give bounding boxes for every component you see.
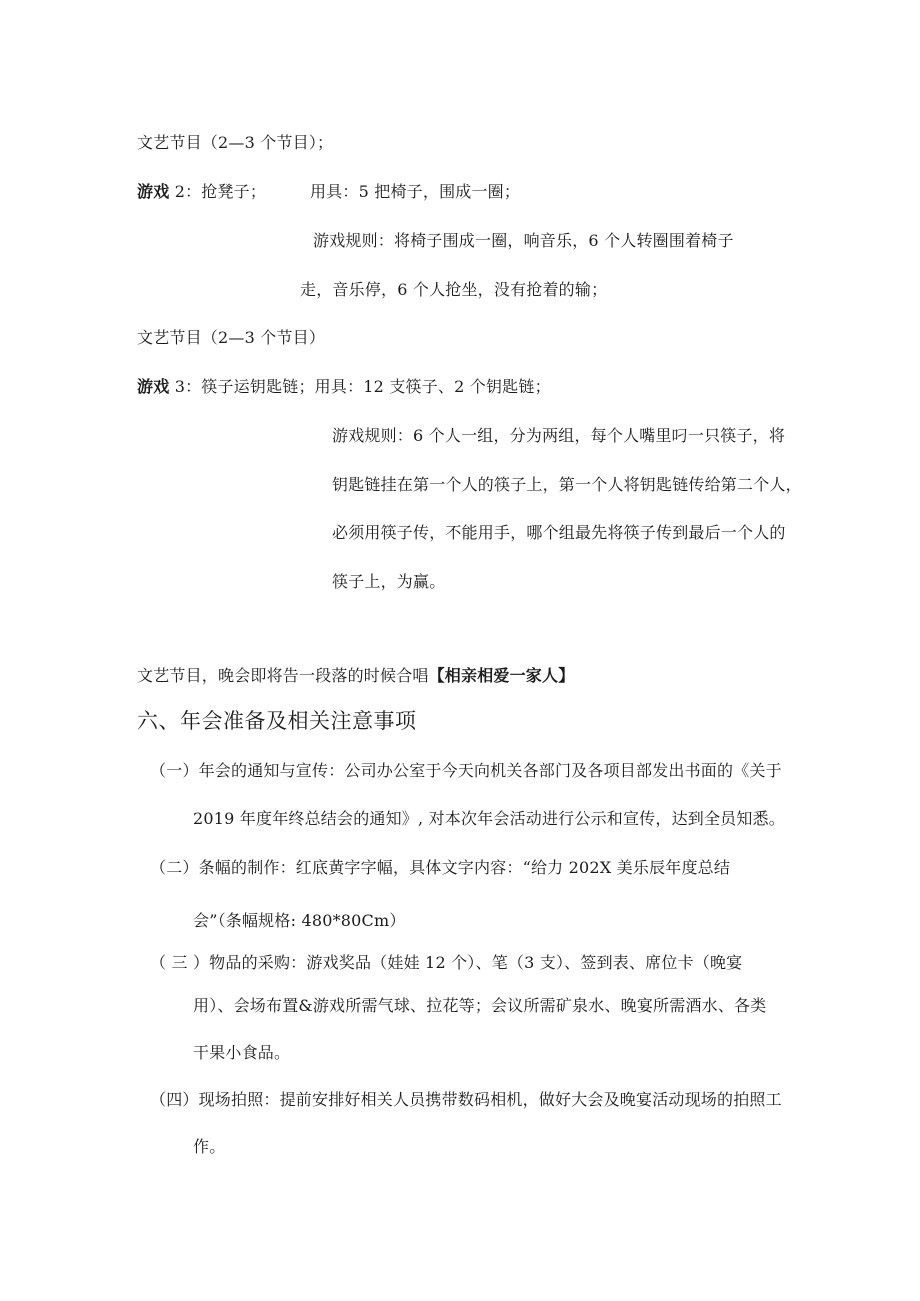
paragraph-line [137,377,551,397]
paragraph-line [137,666,574,686]
paragraph-line: 文艺节目（2—3 个节目） [137,328,326,347]
paragraph-line: 用具：5 把椅子，围成一圈； [310,182,521,201]
paragraph-line: 钥匙链挂在第一个人的筷子上，第一个人将钥匙链传给第二个人， [332,475,802,494]
list-item-line: 作。 [193,1137,226,1156]
paragraph-line: 游戏规则：6 个人一组，分为两组，每个人嘴里叼一只筷子，将 [332,426,786,445]
paragraph-line: 必须用筷子传，不能用手，哪个组最先将筷子传到最后一个人的 [332,523,786,542]
list-item-line: （一）年会的通知与宣传：公司办公室于今天向机关各部门及各项目部发出书面的《关于 [150,761,782,780]
list-item-line: （ 三 ）物品的采购：游戏奖品（娃娃 12 个）、笔（3 支）、签到表、席位卡（晚宴 [150,953,743,972]
paragraph-line: 文艺节目（2—3 个节目）； [137,133,334,152]
closing-text: 文艺节目，晚会即将告一段落的时候合唱 [137,666,429,685]
game-title: 2：抢凳子； [169,182,267,201]
game-label: 游戏 [137,182,170,201]
list-item-line: 2019 年度年终总结会的通知》, 对本次年会活动进行公示和宣传，达到全员知悉。 [193,809,785,828]
game-title: 3：筷子运钥匙链；用具：12 支筷子、2 个钥匙链； [169,377,551,396]
paragraph-line: 走，音乐停，6 个人抢坐，没有抢着的输； [300,280,608,299]
list-item-line: 用）、会场布置&游戏所需气球、拉花等；会议所需矿泉水、晚宴所需酒水、各类 [193,996,767,1015]
game-label: 游戏 [137,377,170,396]
paragraph-line [137,182,266,202]
list-item-line: 会”（条幅规格: 480*80Cm） [193,911,406,930]
list-item-line: 干果小食品。 [193,1043,291,1062]
paragraph-line: 筷子上，为赢。 [332,572,446,591]
paragraph-line: 游戏规则：将椅子围成一圈，响音乐，6 个人转圈围着椅子 [313,231,734,250]
section-heading: 六、年会准备及相关注意事项 [137,709,417,733]
list-item-line: （二）条幅的制作：红底黄字字幅，具体文字内容：“给力 202X 美乐辰年度总结 [150,858,731,877]
list-item-line: （四）现场拍照：提前安排好相关人员携带数码相机，做好大会及晚宴活动现场的拍照工 [150,1090,782,1109]
song-title: 【相亲相爱一家人】 [428,666,575,685]
